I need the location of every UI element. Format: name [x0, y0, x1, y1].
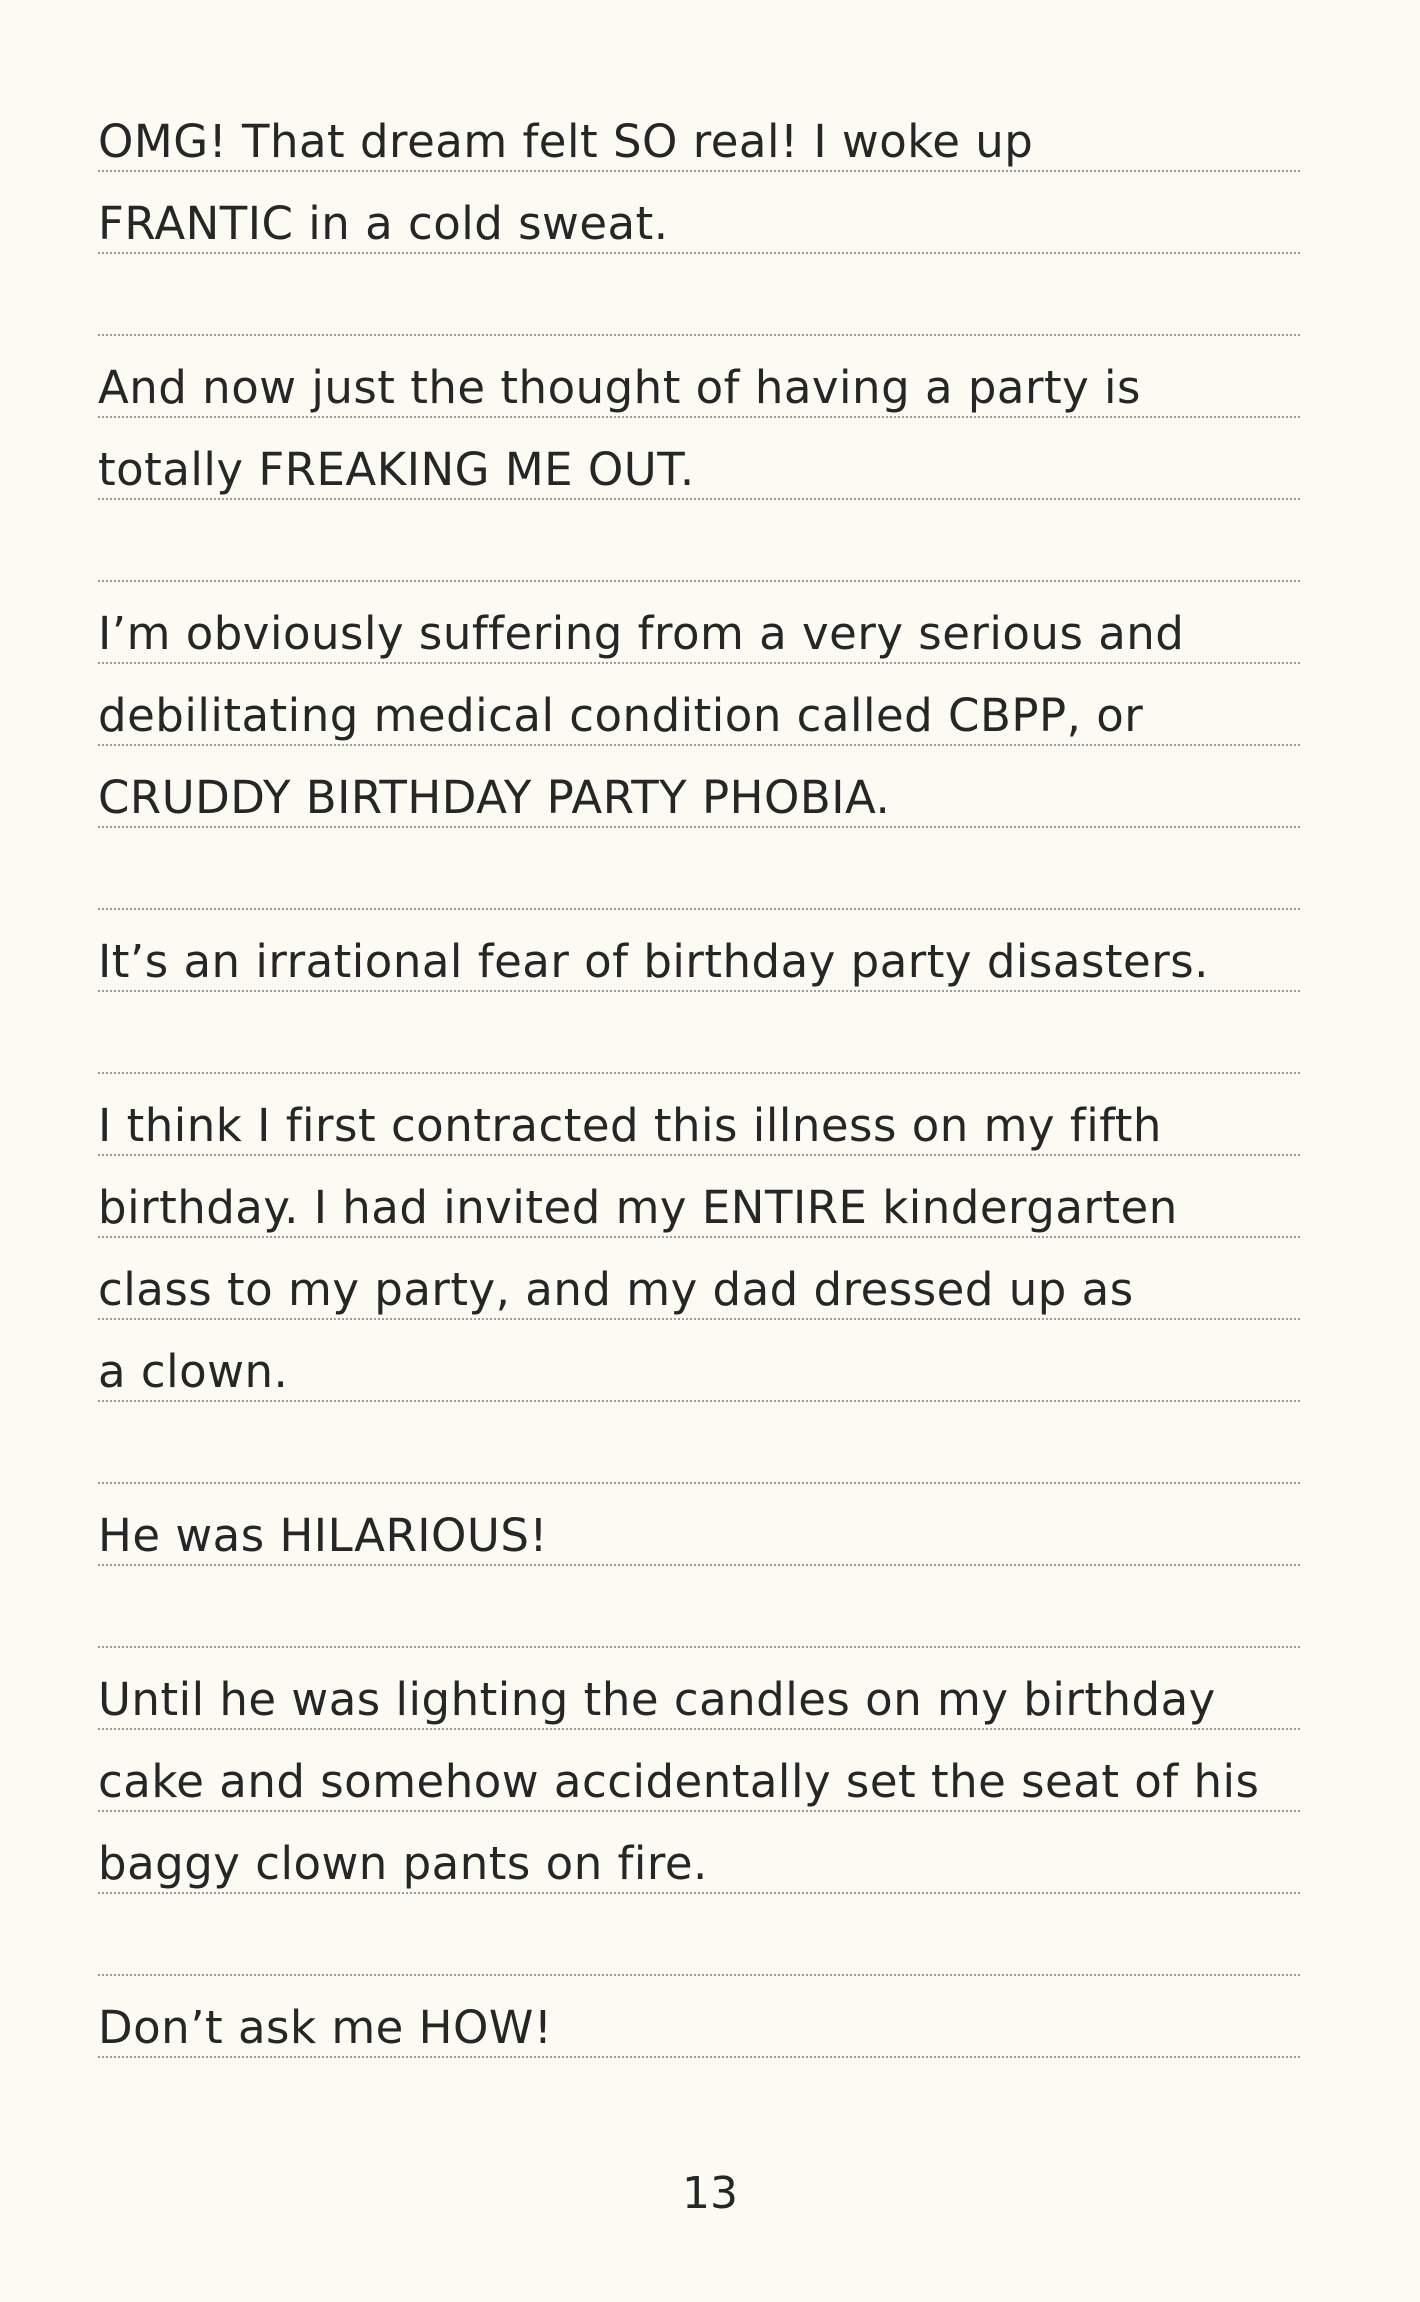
ruled-line	[98, 744, 1300, 746]
ruled-line	[98, 1810, 1300, 1812]
ruled-line	[98, 170, 1300, 172]
ruled-line	[98, 580, 1300, 582]
journal-text-line	[98, 524, 1298, 580]
ruled-line	[98, 662, 1300, 664]
journal-text-line	[98, 278, 1298, 334]
journal-text-line: baggy clown pants on fire.	[98, 1837, 708, 1890]
ruled-line	[98, 2056, 1300, 2058]
journal-text-line: Don’t ask me HOW!	[98, 2001, 553, 2054]
journal-text-line: cake and somehow accidentally set the seat of his	[98, 1755, 1260, 1808]
journal-text-line	[98, 1016, 1298, 1072]
ruled-line	[98, 1072, 1300, 1074]
ruled-line	[98, 990, 1300, 992]
ruled-line	[98, 498, 1300, 500]
ruled-line	[98, 1564, 1300, 1566]
journal-text-line: CRUDDY BIRTHDAY PARTY PHOBIA.	[98, 771, 891, 824]
journal-text-line: debilitating medical condition called CBPP, or	[98, 689, 1144, 742]
ruled-line	[98, 1646, 1300, 1648]
journal-text-line: totally FREAKING ME OUT.	[98, 443, 695, 496]
journal-text-line: class to my party, and my dad dressed up as	[98, 1263, 1134, 1316]
journal-text-line: FRANTIC in a cold sweat.	[98, 197, 669, 250]
journal-text-line: a clown.	[98, 1345, 289, 1398]
ruled-line	[98, 908, 1300, 910]
journal-text-line	[98, 1590, 1298, 1646]
journal-text-line	[98, 852, 1298, 908]
ruled-line	[98, 252, 1300, 254]
ruled-line	[98, 1974, 1300, 1976]
journal-text-line	[98, 1426, 1298, 1482]
journal-text-line: He was HILARIOUS!	[98, 1509, 548, 1562]
ruled-line	[98, 1154, 1300, 1156]
ruled-line	[98, 1892, 1300, 1894]
ruled-line	[98, 1482, 1300, 1484]
ruled-line	[98, 1728, 1300, 1730]
ruled-line	[98, 1318, 1300, 1320]
journal-text-line: Until he was lighting the candles on my birthday	[98, 1673, 1216, 1726]
journal-text-line: And now just the thought of having a party is	[98, 361, 1141, 414]
ruled-line	[98, 1236, 1300, 1238]
ruled-line	[98, 1400, 1300, 1402]
ruled-line	[98, 826, 1300, 828]
journal-text-line: I’m obviously suffering from a very serious and	[98, 607, 1185, 660]
ruled-line	[98, 334, 1300, 336]
ruled-line	[98, 416, 1300, 418]
journal-text-line: OMG! That dream felt SO real! I woke up	[98, 115, 1034, 168]
page-number: 13	[682, 2168, 738, 2219]
journal-text-line: I think I first contracted this illness on my fifth	[98, 1099, 1162, 1152]
journal-text-line: It’s an irrational fear of birthday party disasters.	[98, 935, 1209, 988]
journal-text-line	[98, 1918, 1298, 1974]
journal-text-line: birthday. I had invited my ENTIRE kindergarten	[98, 1181, 1178, 1234]
